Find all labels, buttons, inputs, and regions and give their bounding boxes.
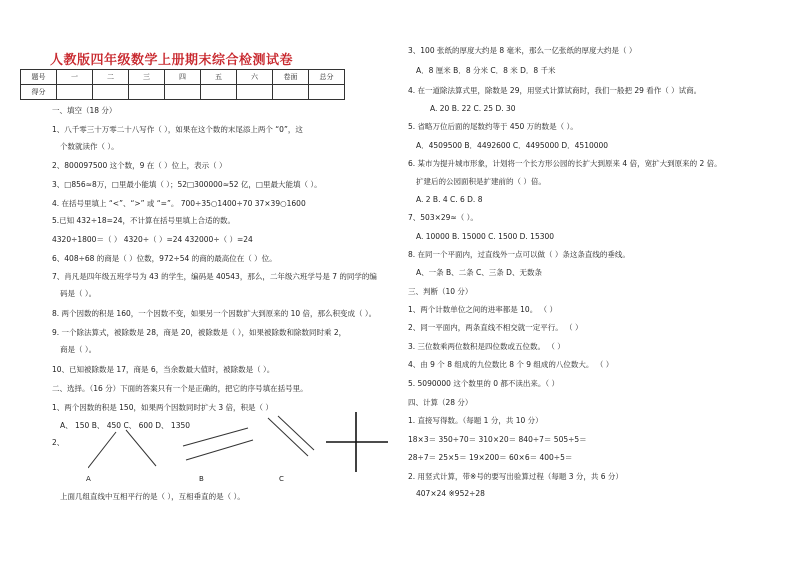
score-table bbox=[20, 69, 345, 100]
left-text-line: 10、已知被除数是 17，商是 6，当余数最大值时，被除数是（ ）。 bbox=[52, 365, 275, 374]
right-text-line: 3、100 张纸的厚度大约是 8 毫米，那么一亿张纸的厚度大约是（ ） bbox=[408, 46, 637, 55]
right-text-line: A、一条 B、二条 C、三条 D、无数条 bbox=[416, 268, 542, 277]
left-text-line: A、 150 B、 450 C、 600 D、 1350 bbox=[60, 421, 191, 430]
score-value-cell bbox=[57, 85, 93, 100]
right-text-line: 5. 省略万位后面的尾数约等于 450 万的数是（ ）。 bbox=[408, 122, 578, 131]
figure-c-line-1 bbox=[268, 418, 308, 456]
score-value-cell bbox=[93, 85, 129, 100]
score-header-cell: 一 bbox=[57, 70, 93, 85]
figure-label-c: C bbox=[279, 475, 284, 483]
right-text-line: 407×24 ※952÷28 bbox=[416, 489, 485, 498]
figure-b-line-1 bbox=[183, 428, 248, 446]
score-header-cell: 题号 bbox=[21, 70, 57, 85]
right-text-line: 18×3＝ 350÷70＝ 310×20＝ 840÷7＝ 505÷5＝ bbox=[408, 435, 587, 444]
score-value-cell bbox=[201, 85, 237, 100]
left-text-line: 一、填空（18 分） bbox=[52, 106, 117, 115]
right-text-line: A．8 厘米 B．8 分米 C．8 米 D．8 千米 bbox=[416, 66, 556, 75]
right-text-line: 6. 某市为提升城市形象，计划将一个长方形公园的长扩大到原来 4 倍，宽扩大到原来的 2 倍。 bbox=[408, 159, 722, 168]
left-text-line: 9. 一个除法算式，被除数是 28，商是 20，被除数是（ ），如果被除数和除数同时乘 2， bbox=[52, 328, 347, 337]
left-text-line: 2、 bbox=[52, 438, 65, 447]
left-text-line: 5.已知 432÷18=24，不计算在括号里填上合适的数。 bbox=[52, 216, 236, 225]
right-text-line: 2、同一平面内，两条直线不相交就一定平行。 （ ） bbox=[408, 323, 583, 332]
score-header-cell: 二 bbox=[93, 70, 129, 85]
score-header-cell: 五 bbox=[201, 70, 237, 85]
right-text-line: 2. 用竖式计算，带※号的要写出验算过程（每题 3 分，共 6 分） bbox=[408, 472, 623, 481]
score-value-cell bbox=[129, 85, 165, 100]
page-title: 人教版四年级数学上册期末综合检测试卷 bbox=[50, 53, 294, 68]
left-text-line: 3、□856≈8万，□里最小能填（ ）；52□300000≈52 亿，□里最大能填（ ）。 bbox=[52, 180, 322, 189]
left-text-line: 商是（ ）。 bbox=[60, 345, 97, 354]
left-text-line: 1、两个因数的积是 150，如果两个因数同时扩大 3 倍，积是（ ） bbox=[52, 403, 273, 412]
left-text-line: 二、选择。（16 分）下面的答案只有一个是正确的，把它的序号填在括号里。 bbox=[52, 384, 308, 393]
left-text-line: 1、八千零三十万零二十八写作（ ），如果在这个数的末尾添上两个 “0”，这 bbox=[52, 125, 303, 134]
right-text-line: A. 10000 B. 15000 C. 1500 D. 15300 bbox=[416, 232, 555, 241]
left-text-line: 上面几组直线中互相平行的是（ ），互相垂直的是（ ）。 bbox=[60, 492, 245, 501]
left-text-line: 4. 在括号里填上 “<”、“>” 或 “=”。 700÷35○1400÷70 37×39○1600 bbox=[52, 199, 306, 208]
score-header-cell: 四 bbox=[165, 70, 201, 85]
score-header-cell: 三 bbox=[129, 70, 165, 85]
figure-label-b: B bbox=[199, 475, 204, 483]
figure-a-line-2 bbox=[126, 430, 156, 466]
score-value-cell bbox=[237, 85, 273, 100]
score-value-cell bbox=[309, 85, 345, 100]
right-text-line: 28÷7＝ 25×5＝ 19×200＝ 60×6＝ 400÷5＝ bbox=[408, 453, 573, 462]
left-text-line: 8. 两个因数的积是 160，一个因数不变，如果另一个因数扩大到原来的 10 倍，那么积变成（ ）。 bbox=[52, 309, 377, 318]
score-value-cell bbox=[165, 85, 201, 100]
figure-label-a: A bbox=[86, 475, 91, 483]
score-header-cell: 总分 bbox=[309, 70, 345, 85]
lines-figure bbox=[88, 410, 398, 482]
right-text-line: 扩建后的公园面积是扩建前的（ ）倍。 bbox=[416, 177, 546, 186]
right-text-line: 4. 在一道除法算式里，除数是 29，用竖式计算试商时，我们一般把 29 看作（ ）试商。 bbox=[408, 86, 702, 95]
figure-b-line-2 bbox=[186, 440, 253, 460]
right-text-line: 3. 三位数乘两位数积是四位数或五位数。 （ ） bbox=[408, 342, 565, 351]
right-text-line: 8. 在同一个平面内，过直线外一点可以做（ ）条这条直线的垂线。 bbox=[408, 250, 630, 259]
right-text-line: 4、由 9 个 8 组成的九位数比 8 个 9 组成的八位数大。 （ ） bbox=[408, 360, 614, 369]
figure-a-line-1 bbox=[88, 432, 116, 468]
right-text-line: A．4509500 B．4492600 C．4495000 D．4510000 bbox=[416, 141, 609, 150]
score-value-cell: 得分 bbox=[21, 85, 57, 100]
left-text-line: 码是（ ）。 bbox=[60, 289, 97, 298]
right-text-line: 1. 直接写得数。（每题 1 分，共 10 分） bbox=[408, 416, 543, 425]
right-text-line: 5. 5090000 这个数里的 0 都不读出来。（ ） bbox=[408, 379, 559, 388]
left-text-line: 2、800097500 这个数，9 在（ ）位上，表示（ ） bbox=[52, 161, 227, 170]
right-text-line: A. 2 B. 4 C. 6 D. 8 bbox=[416, 195, 483, 204]
right-text-line: 四、计算（28 分） bbox=[408, 398, 473, 407]
score-header-cell: 卷面 bbox=[273, 70, 309, 85]
left-text-line: 6、408÷68 的商是（ ）位数，972÷54 的商的最高位在（ ）位。 bbox=[52, 254, 277, 263]
right-text-line: A. 20 B. 22 C. 25 D. 30 bbox=[430, 104, 516, 113]
score-value-cell bbox=[273, 85, 309, 100]
score-header-cell: 六 bbox=[237, 70, 273, 85]
left-text-line: 4320÷1800＝（ ） 4320÷（ ）=24 432000÷（ ）=24 bbox=[52, 235, 253, 244]
right-text-line: 三、判断（10 分） bbox=[408, 287, 473, 296]
right-text-line: 7、503×29≈（ ）。 bbox=[408, 213, 478, 222]
right-text-line: 1、两个计数单位之间的进率都是 10。 （ ） bbox=[408, 305, 557, 314]
left-text-line: 个数就读作（ ）。 bbox=[60, 142, 119, 151]
left-text-line: 7、肖凡是四年级五班学号为 43 的学生，编码是 40543，那么，二年级六班学号是 7 的同学的编 bbox=[52, 272, 377, 281]
